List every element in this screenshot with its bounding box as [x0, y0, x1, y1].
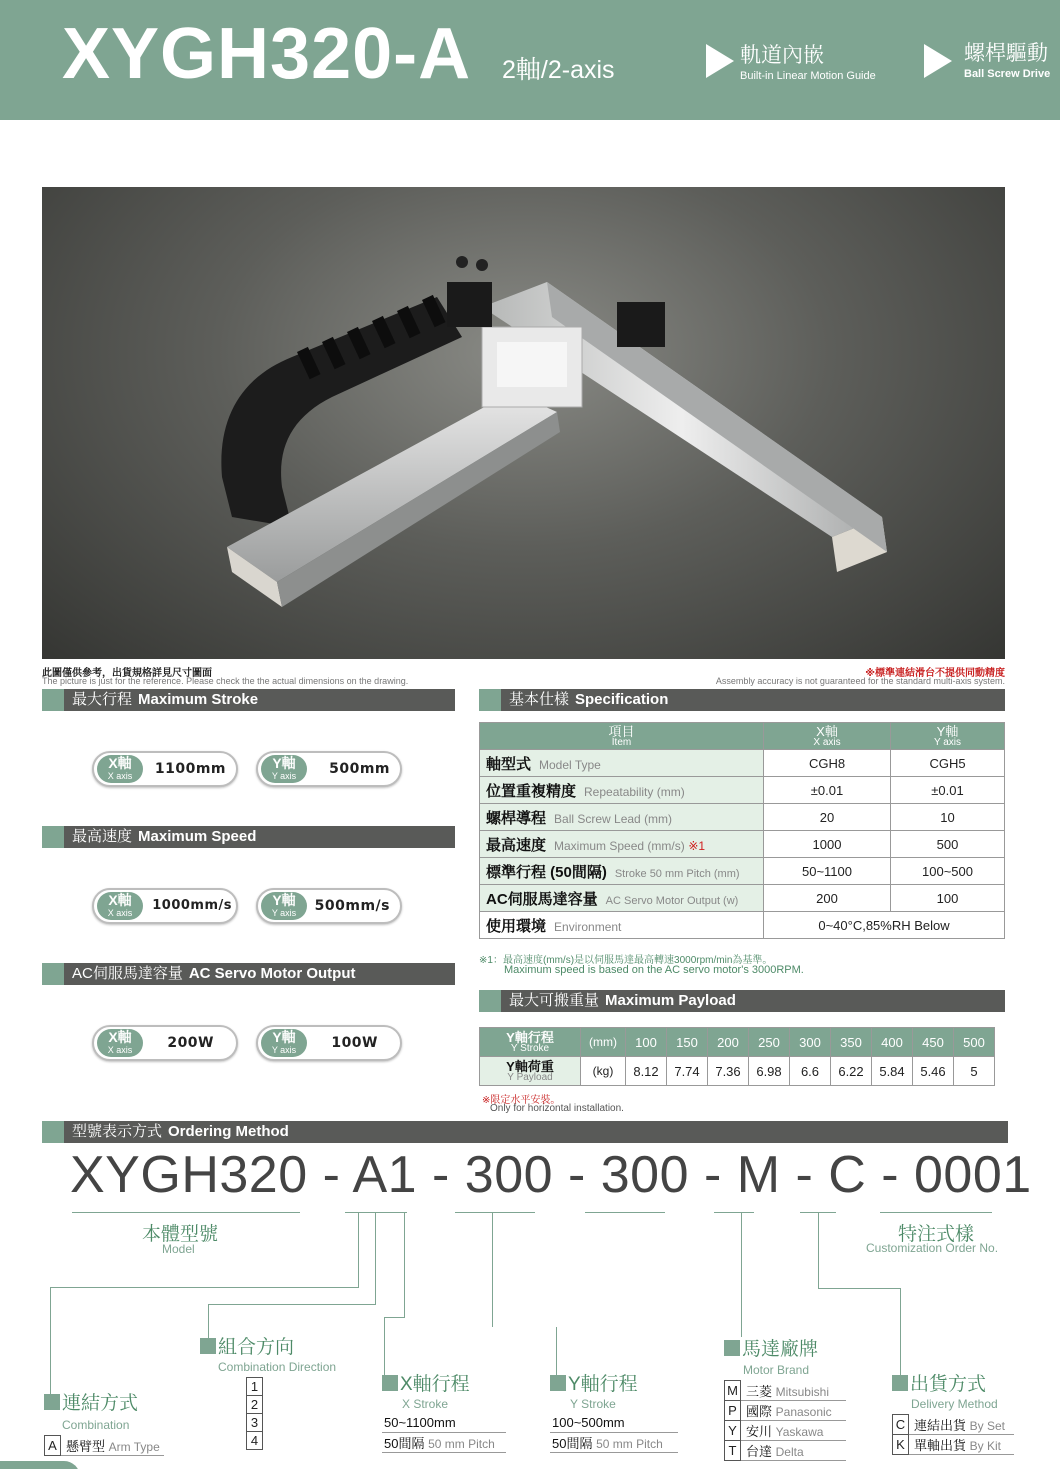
- feature-screw-zh: 螺桿驅動: [964, 42, 1048, 65]
- section-title-en: Specification: [575, 691, 669, 708]
- connector-line: [208, 1304, 376, 1305]
- speed-x-value: 1000mm/s: [152, 898, 232, 913]
- photo-warning-zh: ※標準連結滑台不提供同動精度: [865, 668, 1005, 679]
- x-axis-badge: X軸 X axis: [97, 1029, 143, 1057]
- table-row: 使用環境 Environment 0~40°C,85%RH Below: [480, 912, 1005, 939]
- list-item: Y 安川 Yaskawa: [725, 1420, 847, 1440]
- section-title-zh: 型號表示方式: [72, 1123, 163, 1140]
- section-ordering: [42, 1121, 1008, 1143]
- list-item: 4: [247, 1432, 263, 1450]
- section-specification: [479, 689, 1005, 711]
- section-max-stroke: [42, 689, 455, 711]
- custom-label-en: Customization Order No.: [866, 1241, 999, 1255]
- section-title-en: Maximum Stroke: [138, 691, 259, 708]
- section-max-payload: [479, 990, 1005, 1012]
- list-item: 3: [247, 1414, 263, 1432]
- table-row: 最高速度 Maximum Speed (mm/s) ※1 1000 500: [480, 831, 1005, 858]
- spec-note-zh: ※1：最高速度(mm/s)是以伺服馬達最高轉速3000rpm/min為基準。: [479, 955, 773, 966]
- y-axis-badge: Y軸 Y axis: [261, 755, 307, 783]
- spec-header-y: Y軸 Y axis: [891, 723, 1005, 750]
- connector-line: [50, 1287, 359, 1288]
- list-item: 100~500mm: [550, 1414, 678, 1432]
- square-bullet-icon: [892, 1375, 908, 1391]
- payload-load-row: Y軸荷重 Y Payload (kg) 8.12 7.74 7.36 6.98 6.6 6.22 5.84 5.46 5: [480, 1057, 995, 1086]
- table-row: 螺桿導程 Ball Screw Lead (mm) 20 10: [480, 804, 1005, 831]
- payload-note-zh: ※限定水平安裝。: [482, 1095, 561, 1106]
- code-underline: [880, 1212, 992, 1213]
- list-item: A 懸臂型 Arm Type: [45, 1436, 165, 1456]
- code-underline: [345, 1212, 407, 1213]
- y-axis-badge: Y軸 Y axis: [261, 1029, 307, 1057]
- feature-guide-zh: 軌道內嵌: [740, 44, 824, 67]
- delivery-group: 出貨方式 Delivery Method C 連結出貨 By Set K 單軸出貨 By Kit: [892, 1375, 1014, 1455]
- section-title-zh: AC伺服馬達容量: [72, 965, 183, 982]
- list-item: 2: [247, 1396, 263, 1414]
- section-accent: [479, 689, 501, 711]
- product-photo: [42, 187, 1005, 659]
- spec-header-item: 項目 Item: [480, 723, 764, 750]
- table-row: 軸型式 Model Type CGH8 CGH5: [480, 750, 1005, 777]
- code-underline: [585, 1212, 665, 1213]
- connector-line: [741, 1212, 742, 1337]
- list-item: P 國際 Panasonic: [725, 1400, 847, 1420]
- section-accent: [42, 1121, 64, 1143]
- section-title-en: Maximum Speed: [138, 828, 257, 845]
- table-row: 標準行程 (50間隔) Stroke 50 mm Pitch (mm) 50~1100 100~500: [480, 858, 1005, 885]
- xy-axis-robot-illustration: [42, 187, 1005, 659]
- section-title-en: Maximum Payload: [605, 992, 736, 1009]
- list-item: 50間隔 50 mm Pitch: [550, 1432, 678, 1452]
- connector-line: [375, 1212, 376, 1304]
- spec-header-row: [480, 723, 1005, 750]
- code-underline: [72, 1212, 300, 1213]
- list-item: C 連結出貨 By Set: [893, 1415, 1015, 1435]
- spec-table: [479, 722, 1005, 939]
- speed-y-value: 500mm/s: [314, 898, 390, 914]
- list-item: M 三菱 Mitsubishi: [725, 1381, 847, 1401]
- motor-y-value: 100W: [331, 1035, 378, 1051]
- payload-table: [479, 1027, 995, 1086]
- payload-note-en: Only for horizontal installation.: [490, 1103, 624, 1114]
- spec-note-en: Maximum speed is based on the AC servo motor's 3000RPM.: [504, 964, 804, 976]
- connector-line: [900, 1288, 901, 1376]
- section-title-en: AC Servo Motor Output: [188, 965, 356, 982]
- y-stroke-group: Y軸行程 Y Stroke 100~500mm 50間隔 50 mm Pitch: [550, 1375, 678, 1453]
- section-accent: [479, 990, 501, 1012]
- square-bullet-icon: [200, 1338, 216, 1354]
- square-bullet-icon: [382, 1375, 398, 1391]
- section-accent: [42, 689, 64, 711]
- speed-y-pill: [256, 888, 402, 924]
- section-title-zh: 最大可搬重量: [509, 992, 600, 1009]
- stroke-y-value: 500mm: [329, 761, 390, 777]
- connector-line: [208, 1304, 209, 1338]
- section-title-zh: 最大行程: [72, 691, 133, 708]
- model-label-en: Model: [162, 1242, 195, 1256]
- product-subtitle: 2軸/2-axis: [502, 56, 615, 84]
- list-item: T 台達 Delta: [725, 1440, 847, 1460]
- connector-line: [492, 1212, 493, 1327]
- section-title-zh: 基本仕樣: [509, 691, 570, 708]
- connector-line: [818, 1288, 901, 1289]
- list-item: 50~1100mm: [382, 1414, 506, 1432]
- feature-screw-en: Ball Screw Drive: [964, 68, 1051, 80]
- connector-line: [556, 1327, 557, 1375]
- connector-line: [358, 1212, 359, 1287]
- motor-brand-group: 馬達廠牌 Motor Brand M 三菱 Mitsubishi P 國際 Panasonic Y 安川 Yaskawa T 台達 Delta: [724, 1340, 846, 1461]
- y-axis-badge: Y軸 Y axis: [261, 892, 307, 920]
- order-code: XYGH320 - A1 - 300 - 300 - M - C - 0001: [70, 1146, 1032, 1204]
- stroke-x-pill: [92, 751, 238, 787]
- model-label-zh: 本體型號: [142, 1224, 219, 1245]
- product-title: XYGH320-A: [62, 14, 472, 94]
- play-arrow-icon: [706, 44, 734, 78]
- section-title-zh: 最高速度: [72, 828, 133, 845]
- page-corner-tab: [0, 1461, 80, 1469]
- connector-line: [404, 1212, 405, 1317]
- motor-x-value: 200W: [167, 1035, 214, 1051]
- list-item: 1: [247, 1378, 263, 1396]
- table-row: AC伺服馬達容量 AC Servo Motor Output (w) 200 100: [480, 885, 1005, 912]
- connector-line: [50, 1287, 51, 1395]
- section-accent: [42, 963, 64, 985]
- x-axis-badge: X軸 X axis: [97, 892, 143, 920]
- section-title-en: Ordering Method: [168, 1123, 289, 1140]
- connector-line: [384, 1317, 405, 1318]
- photo-warning-en: Assembly accuracy is not guaranteed for the standard multi-axis system.: [715, 676, 1005, 686]
- code-underline: [714, 1212, 754, 1213]
- speed-x-pill: [92, 888, 238, 924]
- feature-guide-en: Built-in Linear Motion Guide: [740, 70, 876, 82]
- spec-header-x: X軸 X axis: [764, 723, 891, 750]
- section-accent: [42, 826, 64, 848]
- payload-stroke-row: Y軸行程 Y Stroke (mm) 100 150 200 250 300 350 400 450 500: [480, 1028, 995, 1057]
- photo-note-en: The picture is just for the reference. Please check the the actual dimensions on the drawing.: [42, 676, 409, 686]
- stroke-x-value: 1100mm: [154, 761, 226, 777]
- section-motor-output: [42, 963, 455, 985]
- combination-group: 連結方式 Combination A 懸臂型 Arm Type: [44, 1394, 164, 1456]
- table-row: 位置重複精度 Repeatability (mm) ±0.01 ±0.01: [480, 777, 1005, 804]
- square-bullet-icon: [550, 1375, 566, 1391]
- list-item: 50間隔 50 mm Pitch: [382, 1432, 506, 1452]
- code-underline: [455, 1212, 535, 1213]
- section-max-speed: [42, 826, 455, 848]
- stroke-y-pill: [256, 751, 402, 787]
- connector-line: [818, 1212, 819, 1288]
- square-bullet-icon: [724, 1340, 740, 1356]
- direction-group: 組合方向 Combination Direction 1 2 3 4: [200, 1338, 336, 1450]
- x-stroke-group: X軸行程 X Stroke 50~1100mm 50間隔 50 mm Pitch: [382, 1375, 506, 1453]
- list-item: K 單軸出貨 By Kit: [893, 1434, 1015, 1454]
- play-arrow-icon: [924, 44, 952, 78]
- x-axis-badge: X軸 X axis: [97, 755, 143, 783]
- square-bullet-icon: [44, 1394, 60, 1410]
- motor-y-pill: [256, 1025, 402, 1061]
- custom-label-zh: 特注式樣: [898, 1224, 975, 1245]
- motor-x-pill: [92, 1025, 238, 1061]
- photo-note-zh: 此圖僅供參考，出貨規格詳見尺寸圖面: [42, 668, 212, 679]
- connector-line: [384, 1317, 385, 1375]
